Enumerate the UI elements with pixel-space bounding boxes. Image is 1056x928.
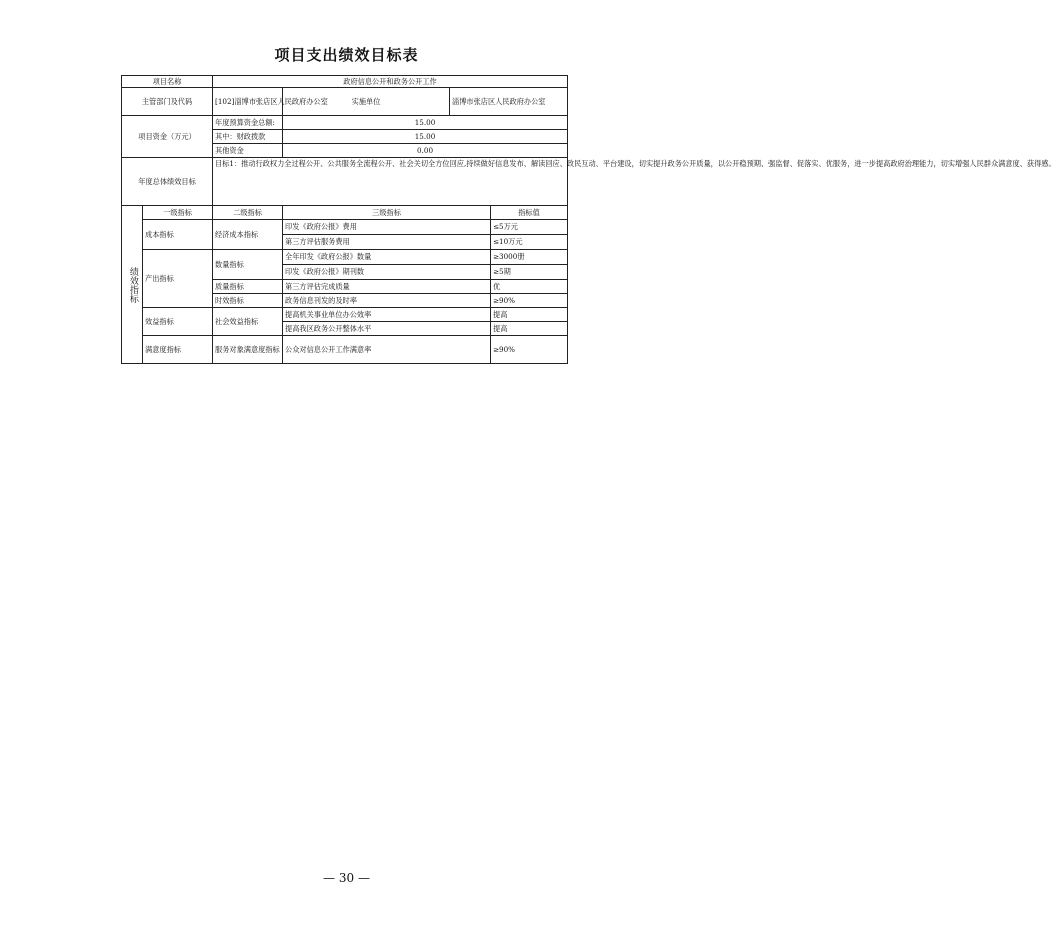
- l1-output: 产出指标: [143, 250, 213, 308]
- dept-label: 主管部门及代码: [122, 88, 213, 116]
- l1-cost: 成本指标: [143, 220, 213, 250]
- l2-social-benefit: 社会效益指标: [213, 308, 283, 336]
- performance-table: [121, 75, 1056, 364]
- page-title: 项目支出绩效目标表: [274, 46, 419, 64]
- indicator-name: 第三方评估服务费用: [283, 235, 491, 250]
- annual-goal-text: 目标1：推动行政权力全过程公开、公共服务全流程公开、社会关切全方位回应,持续做好信息发布、解读回应、政民互动、平台建设，切实提升政务公开质量，以公开稳预期、强监督、促落实、优服务，进一步提高政府治理能力，切实增强人民群众满意度、获得感。: [213, 158, 568, 206]
- table-row: [122, 116, 568, 130]
- funds-label: 项目资金（万元）: [122, 116, 213, 158]
- table-row: [122, 88, 568, 116]
- funds-other-value: 0.00: [283, 144, 568, 158]
- table-row: [122, 206, 568, 220]
- indicator-name: 公众对信息公开工作满意率: [283, 336, 491, 364]
- table-row: [122, 76, 568, 88]
- indicator-section-label: [122, 206, 143, 364]
- indicator-value: ≤5万元: [491, 220, 568, 235]
- funds-total-value: 15.00: [283, 116, 568, 130]
- header-value: 指标值: [491, 206, 568, 220]
- indicator-value: ≤10万元: [491, 235, 568, 250]
- impl-unit-label: 实施单位: [283, 88, 450, 116]
- indicator-value: 提高: [491, 322, 568, 336]
- table-row: [122, 308, 568, 322]
- funds-total-label: 年度预算资金总额:: [213, 116, 283, 130]
- indicator-name: 印发《政府公报》费用: [283, 220, 491, 235]
- indicator-name: 提高机关事业单位办公效率: [283, 308, 491, 322]
- funds-other-label: 其他资金: [213, 144, 283, 158]
- l1-satisfaction: 满意度指标: [143, 336, 213, 364]
- header-level2: 二级指标: [213, 206, 283, 220]
- header-level1: 一级指标: [143, 206, 213, 220]
- indicator-value: ≥90%: [491, 336, 568, 364]
- indicator-name: 印发《政府公报》期刊数: [283, 265, 491, 280]
- indicator-section-text: 绩效指标: [127, 266, 138, 303]
- l2-economic-cost: 经济成本指标: [213, 220, 283, 250]
- page-number: — 30 —: [323, 871, 370, 885]
- indicator-name: 政务信息刊发的及时率: [283, 294, 491, 308]
- indicator-name: 全年印发《政府公报》数量: [283, 250, 491, 265]
- table-row: [122, 250, 568, 265]
- project-name-label: 项目名称: [122, 76, 213, 88]
- l2-quality: 质量指标: [213, 280, 283, 294]
- annual-goal-label: 年度总体绩效目标: [122, 158, 213, 206]
- impl-unit-value: 淄博市张店区人民政府办公室: [450, 88, 568, 116]
- l1-benefit: 效益指标: [143, 308, 213, 336]
- indicator-name: 提高我区政务公开整体水平: [283, 322, 491, 336]
- indicator-value: 优: [491, 280, 568, 294]
- header-level3: 三级指标: [283, 206, 491, 220]
- dept-value: [102]淄博市张店区人民政府办公室: [213, 88, 283, 116]
- funds-fiscal-value: 15.00: [283, 130, 568, 144]
- project-name-value: 政府信息公开和政务公开工作: [213, 76, 568, 88]
- indicator-value: ≥3000册: [491, 250, 568, 265]
- funds-fiscal-label: 其中：财政拨款: [213, 130, 283, 144]
- indicator-value: 提高: [491, 308, 568, 322]
- l2-service-satisfaction: 服务对象满意度指标: [213, 336, 283, 364]
- table-row: [122, 220, 568, 235]
- l2-quantity: 数量指标: [213, 250, 283, 280]
- indicator-value: ≥5期: [491, 265, 568, 280]
- table-row: [122, 336, 568, 364]
- table-row: [122, 158, 568, 206]
- indicator-value: ≥90%: [491, 294, 568, 308]
- l2-timeliness: 时效指标: [213, 294, 283, 308]
- indicator-name: 第三方评估完成质量: [283, 280, 491, 294]
